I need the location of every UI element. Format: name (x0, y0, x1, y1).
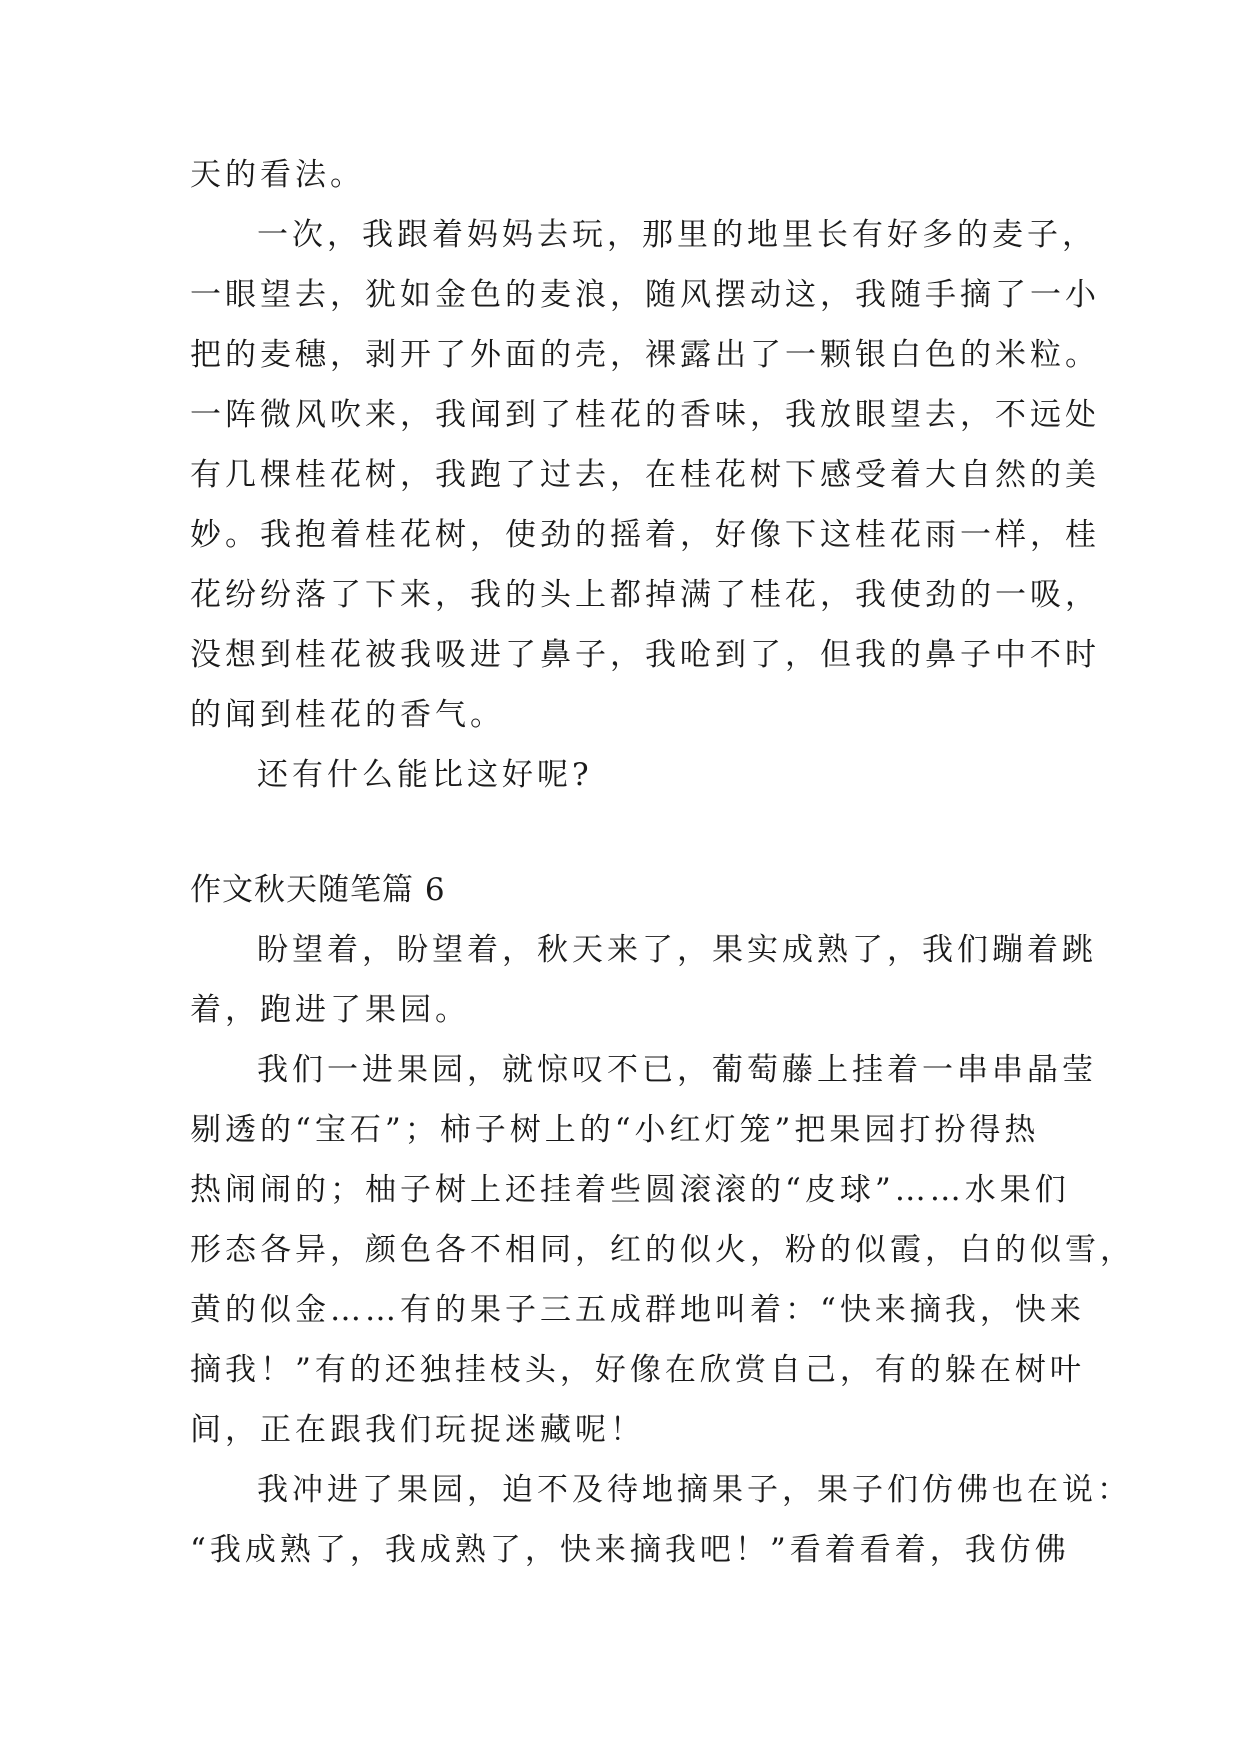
paragraph-line: 有几棵桂花树，我跑了过去，在桂花树下感受着大自然的美 (190, 457, 1100, 493)
paragraph-line: “我成熟了，我成熟了，快来摘我吧！”看着看着，我仿佛 (190, 1532, 1070, 1568)
paragraph-line: 黄的似金……有的果子三五成群地叫着：“快来摘我，快来 (190, 1292, 1085, 1328)
paragraph-line: 把的麦穗，剥开了外面的壳，裸露出了一颗银白色的米粒。 (190, 337, 1100, 373)
paragraph-line: 没想到桂花被我吸进了鼻子，我呛到了，但我的鼻子中不时 (190, 637, 1100, 673)
paragraph-line: 一阵微风吹来，我闻到了桂花的香味，我放眼望去，不远处 (190, 397, 1100, 433)
paragraph-line: 我冲进了果园，迫不及待地摘果子，果子们仿佛也在说： (257, 1472, 1132, 1508)
paragraph-line: 天的看法。 (190, 157, 365, 193)
paragraph-line: 剔透的“宝石”；柿子树上的“小红灯笼”把果园打扮得热 (190, 1112, 1040, 1148)
section-heading: 作文秋天随笔篇 6 (190, 872, 446, 908)
paragraph-line: 还有什么能比这好呢? (257, 757, 593, 793)
paragraph-line: 一眼望去，犹如金色的麦浪，随风摆动这，我随手摘了一小 (190, 277, 1100, 313)
paragraph-line: 着，跑进了果园。 (190, 992, 470, 1028)
paragraph-line: 一次，我跟着妈妈去玩，那里的地里长有好多的麦子， (257, 217, 1097, 253)
paragraph-line: 妙。我抱着桂花树，使劲的摇着，好像下这桂花雨一样，桂 (190, 517, 1100, 553)
paragraph-line: 热闹闹的；柚子树上还挂着些圆滚滚的“皮球”……水果们 (190, 1172, 1070, 1208)
paragraph-line: 摘我！”有的还独挂枝头，好像在欣赏自己，有的躲在树叶 (190, 1352, 1085, 1388)
paragraph-line: 间，正在跟我们玩捉迷藏呢！ (190, 1412, 645, 1448)
paragraph-line: 我们一进果园，就惊叹不已，葡萄藤上挂着一串串晶莹 (257, 1052, 1097, 1088)
paragraph-line: 盼望着，盼望着，秋天来了，果实成熟了，我们蹦着跳 (257, 932, 1097, 968)
paragraph-line: 花纷纷落了下来，我的头上都掉满了桂花，我使劲的一吸， (190, 577, 1100, 613)
paragraph-line: 形态各异，颜色各不相同，红的似火，粉的似霞，白的似雪， (190, 1232, 1135, 1268)
paragraph-line: 的闻到桂花的香气。 (190, 697, 505, 733)
